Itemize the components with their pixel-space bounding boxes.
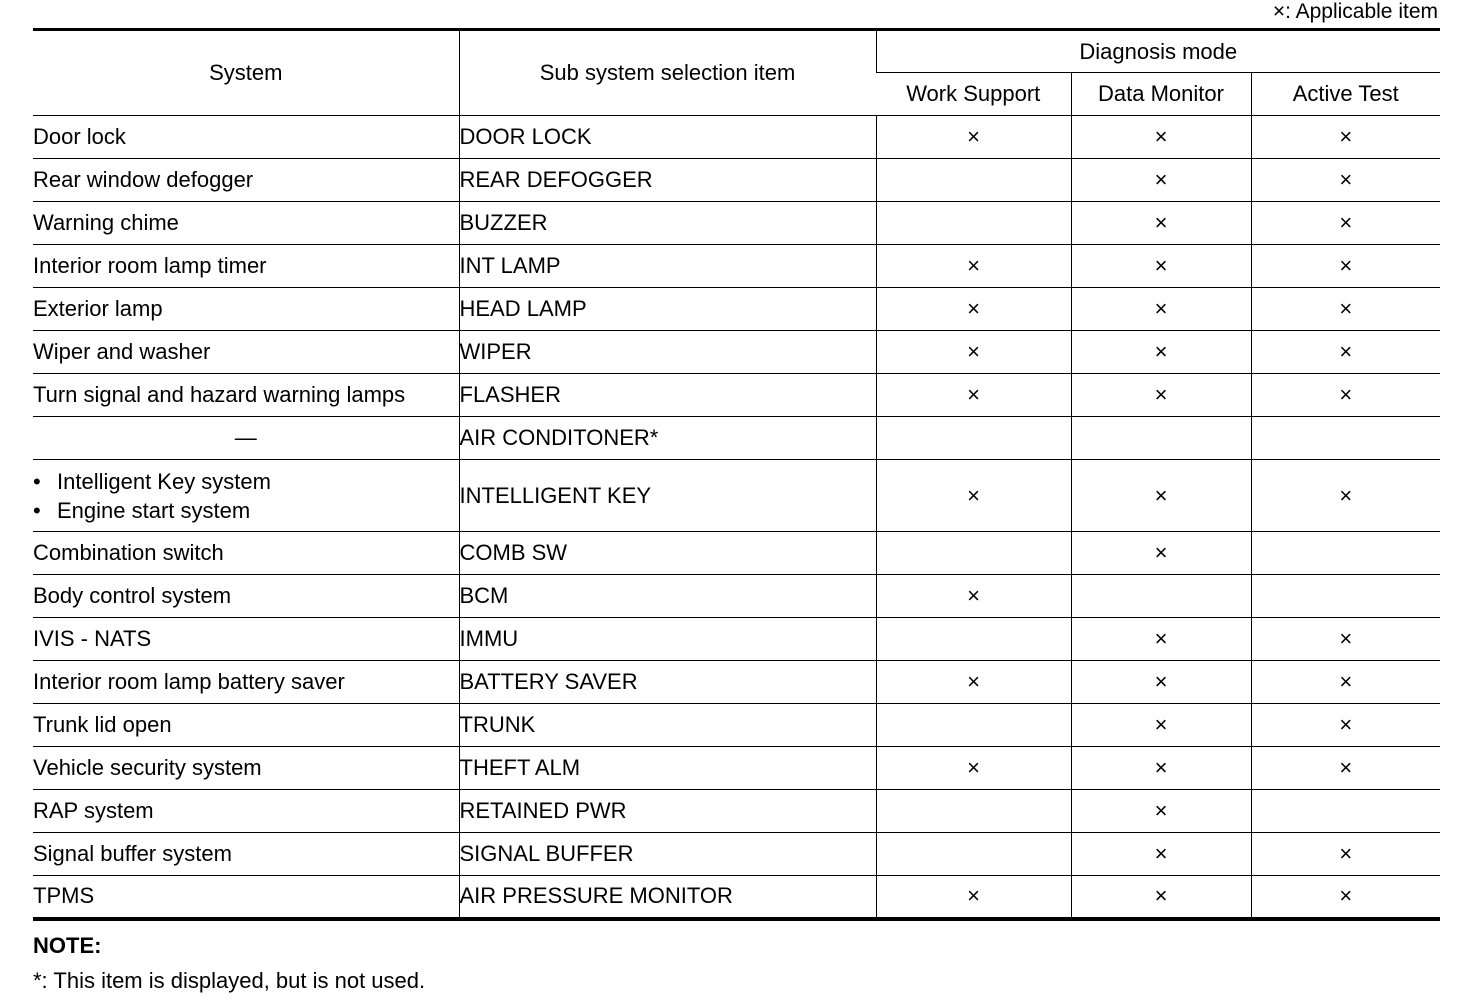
active-test-cell: × xyxy=(1251,159,1440,202)
table-row xyxy=(33,790,1440,833)
subsystem-cell: SIGNAL BUFFER xyxy=(459,833,876,876)
active-test-cell: × xyxy=(1251,460,1440,532)
header-system: System xyxy=(33,30,459,116)
work-support-cell: × xyxy=(876,661,1071,704)
active-test-cell: × xyxy=(1251,116,1440,159)
data-monitor-cell: × xyxy=(1071,661,1251,704)
header-active-test: Active Test xyxy=(1251,73,1440,116)
table-row xyxy=(33,704,1440,747)
bullet-icon: • xyxy=(33,497,41,523)
system-cell: Warning chime xyxy=(33,202,459,245)
data-monitor-cell: × xyxy=(1071,618,1251,661)
active-test-cell: × xyxy=(1251,245,1440,288)
table-row xyxy=(33,159,1440,202)
system-cell: Interior room lamp battery saver xyxy=(33,661,459,704)
work-support-cell: × xyxy=(876,460,1071,532)
active-test-cell: × xyxy=(1251,704,1440,747)
data-monitor-cell: × xyxy=(1071,747,1251,790)
active-test-cell: × xyxy=(1251,331,1440,374)
active-test-cell xyxy=(1251,575,1440,618)
table-row xyxy=(33,116,1440,159)
system-cell: Signal buffer system xyxy=(33,833,459,876)
system-cell: — xyxy=(33,417,459,460)
active-test-cell: × xyxy=(1251,833,1440,876)
system-cell: Combination switch xyxy=(33,532,459,575)
subsystem-cell: BATTERY SAVER xyxy=(459,661,876,704)
header-work-support: Work Support xyxy=(876,73,1071,116)
data-monitor-cell: × xyxy=(1071,331,1251,374)
note-text: *: This item is displayed, but is not used. xyxy=(33,968,426,993)
work-support-cell xyxy=(876,833,1071,876)
active-test-cell: × xyxy=(1251,661,1440,704)
work-support-cell: × xyxy=(876,288,1071,331)
active-test-cell: × xyxy=(1251,618,1440,661)
work-support-cell xyxy=(876,202,1071,245)
work-support-cell: × xyxy=(876,245,1071,288)
subsystem-cell: THEFT ALM xyxy=(459,747,876,790)
data-monitor-cell: × xyxy=(1071,704,1251,747)
table-row xyxy=(33,245,1440,288)
header-subsystem: Sub system selection item xyxy=(459,30,876,116)
subsystem-cell: INT LAMP xyxy=(459,245,876,288)
system-cell: RAP system xyxy=(33,790,459,833)
active-test-cell xyxy=(1251,417,1440,460)
subsystem-cell: HEAD LAMP xyxy=(459,288,876,331)
table-row xyxy=(33,876,1440,919)
data-monitor-cell: × xyxy=(1071,245,1251,288)
table-row xyxy=(33,618,1440,661)
system-cell: Body control system xyxy=(33,575,459,618)
table-row xyxy=(33,747,1440,790)
data-monitor-cell: × xyxy=(1071,833,1251,876)
data-monitor-cell xyxy=(1071,417,1251,460)
system-cell: Trunk lid open xyxy=(33,704,459,747)
applicable-item-legend: ×: Applicable item xyxy=(1272,0,1438,23)
table-row xyxy=(33,575,1440,618)
data-monitor-cell: × xyxy=(1071,288,1251,331)
data-monitor-cell: × xyxy=(1071,202,1251,245)
data-monitor-cell: × xyxy=(1071,116,1251,159)
table-row xyxy=(33,331,1440,374)
table-row xyxy=(33,460,1440,532)
table-row xyxy=(33,288,1440,331)
subsystem-cell: RETAINED PWR xyxy=(459,790,876,833)
system-cell: TPMS xyxy=(33,876,459,919)
work-support-cell: × xyxy=(876,747,1071,790)
active-test-cell: × xyxy=(1251,747,1440,790)
data-monitor-cell: × xyxy=(1071,460,1251,532)
work-support-cell xyxy=(876,532,1071,575)
note-title: NOTE: xyxy=(33,933,102,958)
subsystem-cell: FLASHER xyxy=(459,374,876,417)
work-support-cell xyxy=(876,417,1071,460)
subsystem-cell: AIR PRESSURE MONITOR xyxy=(459,876,876,919)
table-row xyxy=(33,833,1440,876)
system-cell: Interior room lamp timer xyxy=(33,245,459,288)
data-monitor-cell: × xyxy=(1071,159,1251,202)
subsystem-cell: DOOR LOCK xyxy=(459,116,876,159)
system-cell xyxy=(33,460,459,532)
work-support-cell xyxy=(876,790,1071,833)
subsystem-cell: INTELLIGENT KEY xyxy=(459,460,876,532)
data-monitor-cell xyxy=(1071,575,1251,618)
system-cell: Exterior lamp xyxy=(33,288,459,331)
table-row xyxy=(33,417,1440,460)
subsystem-cell: IMMU xyxy=(459,618,876,661)
table-row xyxy=(33,202,1440,245)
data-monitor-cell: × xyxy=(1071,876,1251,919)
work-support-cell xyxy=(876,704,1071,747)
work-support-cell xyxy=(876,159,1071,202)
subsystem-cell: BCM xyxy=(459,575,876,618)
subsystem-cell: WIPER xyxy=(459,331,876,374)
bullet-icon: • xyxy=(33,468,41,494)
header-diagnosis-mode: Diagnosis mode xyxy=(876,30,1440,73)
system-cell: Rear window defogger xyxy=(33,159,459,202)
data-monitor-cell: × xyxy=(1071,532,1251,575)
active-test-cell: × xyxy=(1251,876,1440,919)
bullet-item: • Engine start system xyxy=(33,497,251,523)
work-support-cell: × xyxy=(876,331,1071,374)
header-data-monitor: Data Monitor xyxy=(1071,73,1251,116)
system-cell: IVIS - NATS xyxy=(33,618,459,661)
table-row xyxy=(33,661,1440,704)
table-row xyxy=(33,532,1440,575)
subsystem-cell: BUZZER xyxy=(459,202,876,245)
system-cell: Wiper and washer xyxy=(33,331,459,374)
work-support-cell xyxy=(876,618,1071,661)
subsystem-cell: TRUNK xyxy=(459,704,876,747)
work-support-cell: × xyxy=(876,876,1071,919)
active-test-cell: × xyxy=(1251,288,1440,331)
subsystem-cell: AIR CONDITONER* xyxy=(459,417,876,460)
system-cell: Vehicle security system xyxy=(33,747,459,790)
bullet-item: • Intelligent Key system xyxy=(33,468,271,494)
diagnosis-mode-table xyxy=(33,28,1440,921)
active-test-cell: × xyxy=(1251,374,1440,417)
subsystem-cell: COMB SW xyxy=(459,532,876,575)
data-monitor-cell: × xyxy=(1071,374,1251,417)
work-support-cell: × xyxy=(876,116,1071,159)
active-test-cell xyxy=(1251,790,1440,833)
active-test-cell: × xyxy=(1251,202,1440,245)
subsystem-cell: REAR DEFOGGER xyxy=(459,159,876,202)
system-cell: Turn signal and hazard warning lamps xyxy=(33,374,459,417)
data-monitor-cell: × xyxy=(1071,790,1251,833)
work-support-cell: × xyxy=(876,575,1071,618)
work-support-cell: × xyxy=(876,374,1071,417)
table-row xyxy=(33,374,1440,417)
system-cell: Door lock xyxy=(33,116,459,159)
active-test-cell xyxy=(1251,532,1440,575)
